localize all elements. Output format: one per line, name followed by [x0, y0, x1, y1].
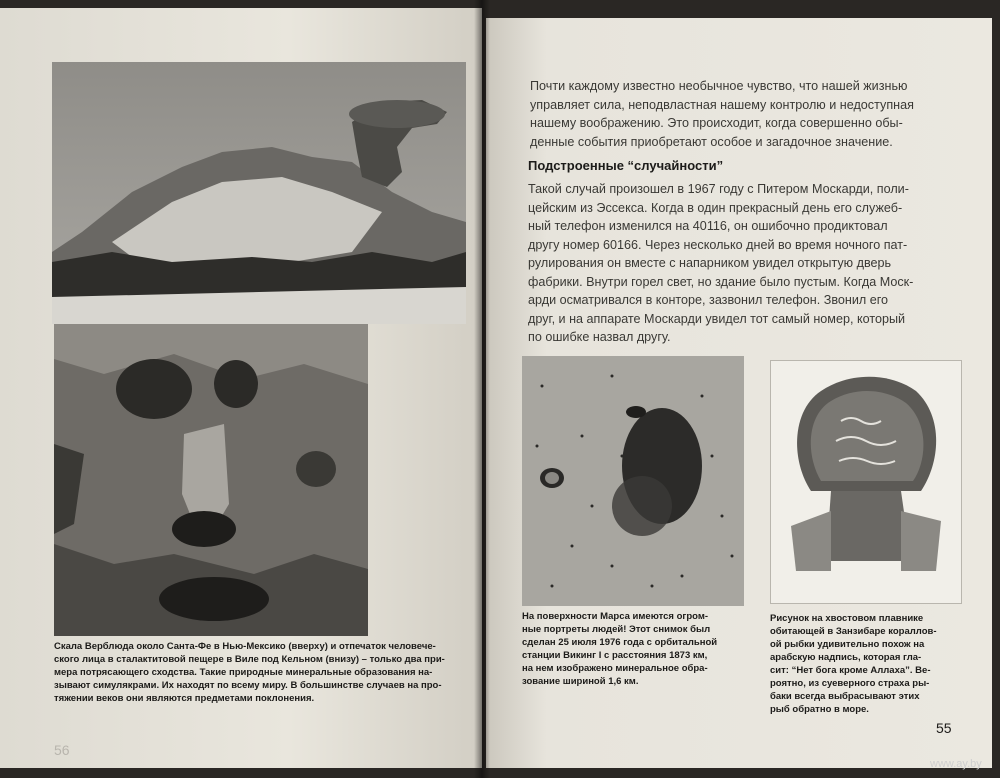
story-line: Такой случай произошел в 1967 году с Питером Москарди, поли- — [528, 182, 909, 196]
intro-line: нашему воображению. Это происходит, когда совершенно обы- — [530, 116, 903, 130]
caption-line: На поверхности Марса имеются огром- — [522, 611, 709, 622]
caption-line: зование шириной 1,6 км. — [522, 676, 639, 687]
left-page-number: 56 — [54, 742, 70, 758]
caption-line: Скала Верблюда около Санта-Фе в Нью-Мексико (вверху) и отпечаток человече- — [54, 641, 436, 652]
story-line: цейским из Эссекса. Когда в один прекрасный день его служеб- — [528, 200, 903, 215]
caption-line: станции Викинг I с расстояния 1873 км, — [522, 650, 708, 661]
caption-line: на нем изображено минеральное обра- — [522, 663, 708, 674]
caption-line: ой рыбки удивительно похож на — [770, 639, 925, 650]
story-line: арди осматривался в конторе, зазвонил телефон. Звонил его — [528, 293, 889, 307]
story-line: друг, и на аппарате Москарди увидел тот самый номер, который — [528, 311, 906, 326]
caption-line: тяжении веков они являются предметами поклонения. — [54, 693, 315, 704]
story-line: по ошибке назвал другу. — [528, 330, 671, 344]
mars-caption — [522, 610, 752, 688]
story-paragraph — [528, 180, 968, 347]
caption-line: ные портреты людей! Этот снимок был — [522, 624, 711, 635]
caption-line: сделан 25 июля 1976 года с орбитальной — [522, 637, 718, 648]
intro-paragraph — [530, 77, 970, 151]
story-line: фабрики. Внутри горел свет, но здание было пустым. Когда Моск- — [528, 274, 914, 289]
intro-line: управляет сила, неподвластная нашему контролю и недоступная — [530, 97, 914, 112]
section-heading: Подстроенные “случайности” — [528, 158, 724, 173]
stalactite-face-photo — [54, 324, 368, 636]
story-line: другу номер 60166. Через несколько дней во время ночного пат- — [528, 237, 908, 252]
caption-line: сит: “Нет бога кроме Аллаха”. Ве- — [770, 665, 931, 676]
story-line: ный телефон изменился на 40116, он ошибочно продиктовал — [528, 219, 888, 233]
caption-line: мера потрясающего сходства. Такие природные минеральные образования на- — [54, 667, 433, 678]
caption-line: зывают симулякрами. Их находят по всему миру. В большинстве случаев на про- — [54, 680, 442, 691]
caption-line: роятно, из суеверного страха ры- — [770, 678, 930, 689]
book-gutter — [474, 0, 490, 778]
intro-line: Почти каждому известно необычное чувство, что нашей жизнью — [530, 79, 908, 93]
fish-caption — [770, 612, 970, 716]
fish-fin-drawing — [770, 360, 962, 604]
camel-rock-photo — [52, 62, 466, 324]
mars-face-photo — [522, 356, 744, 606]
caption-line: ского лица в сталактитовой пещере в Виле под Кельном (внизу) – только два при- — [54, 654, 445, 665]
caption-line: обитающей в Занзибаре кораллов- — [770, 626, 937, 637]
caption-line: арабскую надпись, которая гла- — [770, 652, 922, 663]
intro-line: денные события приобретают особое и загадочное значение. — [530, 134, 893, 149]
watermark: www.ay.by — [930, 758, 982, 770]
left-photo-caption — [54, 640, 472, 705]
right-page-number: 55 — [936, 720, 952, 736]
caption-line: рыб обратно в море. — [770, 704, 869, 715]
story-line: рулирования он вместе с напарником увидел открытую дверь — [528, 256, 892, 270]
caption-line: Рисунок на хвостовом плавнике — [770, 613, 924, 624]
caption-line: баки всегда выбрасывают этих — [770, 691, 920, 702]
